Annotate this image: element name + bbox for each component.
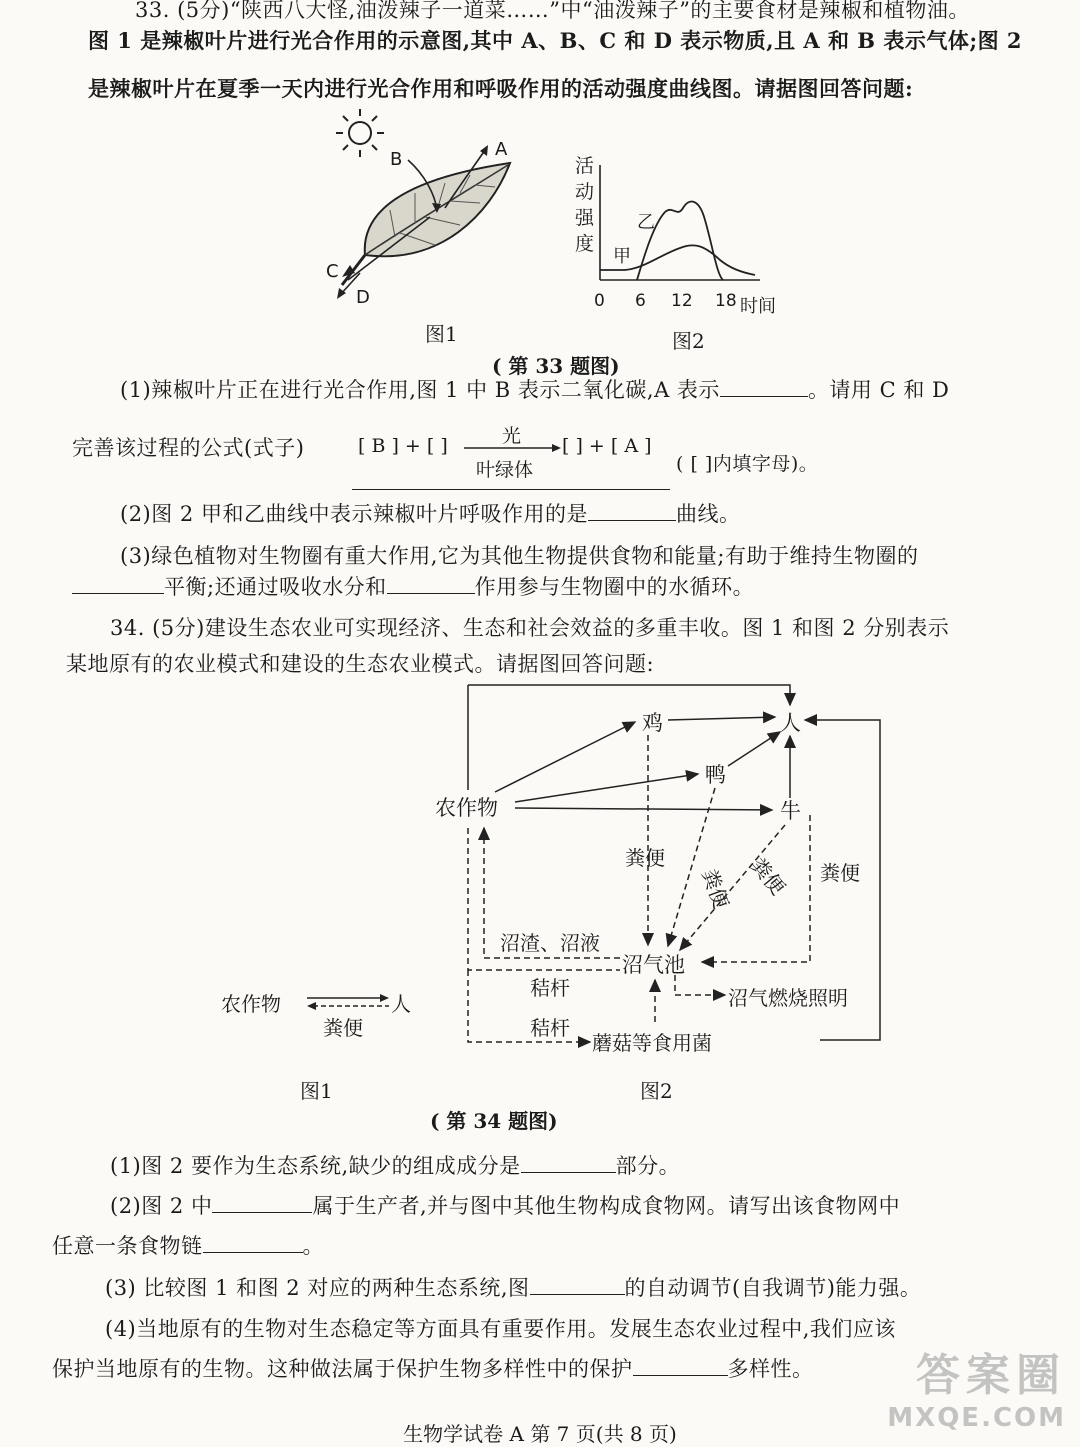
q34-sub2-line2 xyxy=(52,1230,324,1260)
label-feces-1a: 粪便 xyxy=(625,846,665,870)
q34-sub4-line2 xyxy=(52,1353,814,1383)
label-straw-1: 秸杆 xyxy=(530,976,570,1000)
q33-sub1-text-b: 。请用 C 和 D xyxy=(807,378,950,402)
q33-figure1-leaf-diagram xyxy=(320,105,530,320)
fig1-feces: 粪便 xyxy=(323,1016,363,1040)
label-straw-2: 秸杆 xyxy=(530,1016,570,1040)
x-axis-label: 时间 xyxy=(740,296,776,317)
q34-figure1-diagram xyxy=(215,985,425,1045)
q33-intro-line2: 图 1 是辣椒叶片进行光合作用的示意图,其中 A、B、C 和 D 表示物质,且 A 和 B 表示气体;图 2 xyxy=(88,28,1023,53)
label-a: A xyxy=(495,139,508,160)
y-label-char-3: 强 xyxy=(575,207,595,229)
fig1-person: 人 xyxy=(391,992,411,1016)
node-cow: 牛 xyxy=(780,799,801,823)
label-feces-3: 粪便 xyxy=(745,853,791,900)
label-d: D xyxy=(356,287,370,308)
sun-icon xyxy=(336,109,384,157)
curve-yi-label: 乙 xyxy=(637,212,655,233)
watermark-top: 答案圈 xyxy=(916,1350,1066,1401)
q33-blank-effect[interactable] xyxy=(387,572,475,594)
node-person: 人 xyxy=(780,711,801,735)
q34-sub1 xyxy=(110,1150,680,1180)
node-crop: 农作物 xyxy=(435,796,498,820)
q33-sub3-text-b: 平衡;还通过吸收水分和 xyxy=(164,575,387,599)
q33-sub3-line1: (3)绿色植物对生物圈有重大作用,它为其他生物提供食物和能量;有助于维持生物圈的 xyxy=(120,544,919,568)
q33-formula xyxy=(352,423,670,493)
q33-fig2-caption: 图2 xyxy=(672,329,705,353)
label-residue: 沼渣、沼液 xyxy=(500,931,600,955)
y-label-char-2: 动 xyxy=(575,181,595,203)
q33-blank-balance[interactable] xyxy=(72,572,164,594)
fig1-crop: 农作物 xyxy=(221,992,281,1016)
x-tick-0: 0 xyxy=(594,291,605,311)
node-mushroom: 蘑菇等食用菌 xyxy=(592,1031,712,1055)
formula-chlorophyll: 叶绿体 xyxy=(476,459,534,481)
q33-figure2-activity-chart xyxy=(565,150,795,325)
q33-sub3-text-c: 作用参与生物圈中的水循环。 xyxy=(474,575,755,599)
q33-sub3-line2 xyxy=(72,571,754,601)
q34-sub1-text-a: (1)图 2 要作为生态系统,缺少的组成成分是 xyxy=(110,1154,521,1178)
q33-intro-line3: 是辣椒叶片在夏季一天内进行光合作用和呼吸作用的活动强度曲线图。请据图回答问题: xyxy=(88,76,914,101)
q34-blank-diversity[interactable] xyxy=(633,1354,728,1376)
x-tick-12: 12 xyxy=(671,291,693,311)
x-tick-18: 18 xyxy=(715,291,737,311)
q33-sub1-text-a: (1)辣椒叶片正在进行光合作用,图 1 中 B 表示二氧化碳,A 表示 xyxy=(120,378,720,402)
watermark-logo xyxy=(887,1339,1066,1433)
node-lighting: 沼气燃烧照明 xyxy=(728,986,848,1010)
q34-blank-food-chain[interactable] xyxy=(203,1231,303,1253)
q34-sub3-text-a: (3) 比较图 1 和图 2 对应的两种生态系统,图 xyxy=(105,1276,530,1300)
label-b: B xyxy=(390,149,403,170)
q33-intro-line1: 33. (5分)“陕西八大怪,油泼辣子一道菜……”中“油泼辣子”的主要食材是辣椒和植物油。 xyxy=(135,0,970,22)
formula-left[interactable]: [ B ] + [ ] xyxy=(358,435,448,457)
q34-blank-component[interactable] xyxy=(521,1151,616,1173)
q34-sub4-text-c: 多样性。 xyxy=(727,1357,814,1381)
q33-blank-a[interactable] xyxy=(720,375,808,397)
q33-sub2-text-b: 曲线。 xyxy=(675,502,741,526)
q34-fig2-caption: 图2 xyxy=(640,1079,673,1103)
q34-sub2-text-b: 属于生产者,并与图中其他生物构成食物网。请写出该食物网中 xyxy=(312,1194,901,1218)
q34-sub2-text-a: (2)图 2 中 xyxy=(110,1194,213,1218)
curve-jia-label: 甲 xyxy=(613,246,631,267)
label-feces-4: 粪便 xyxy=(820,861,860,885)
y-label-char-1: 活 xyxy=(575,155,595,177)
formula-arrow xyxy=(464,443,562,453)
y-label-char-4: 度 xyxy=(575,233,595,255)
q34-sub4-text-b: 保护当地原有的生物。这种做法属于保护生物多样性中的保护 xyxy=(52,1357,633,1381)
node-biogas: 沼气池 xyxy=(622,953,685,977)
x-tick-6: 6 xyxy=(635,291,646,311)
q34-sub2-line1 xyxy=(110,1190,900,1220)
node-duck: 鸭 xyxy=(705,763,726,787)
q34-intro-line1: 34. (5分)建设生态农业可实现经济、生态和社会效益的多重丰收。图 1 和图 2 分别表示 xyxy=(110,616,950,640)
q34-blank-producer[interactable] xyxy=(212,1191,312,1213)
q34-sub4-line1: (4)当地原有的生物对生态稳定等方面具有重要作用。发展生态农业过程中,我们应该 xyxy=(105,1317,896,1341)
q33-blank-curve[interactable] xyxy=(588,499,676,521)
formula-underline xyxy=(352,489,670,490)
q34-sub2-text-d: 。 xyxy=(302,1234,324,1258)
q34-sub1-text-b: 部分。 xyxy=(615,1154,681,1178)
q34-sub3-text-b: 的自动调节(自我调节)能力强。 xyxy=(624,1276,922,1300)
q34-sub3 xyxy=(105,1272,921,1302)
label-feces-2: 粪便 xyxy=(697,865,734,912)
node-chicken: 鸡 xyxy=(642,711,663,735)
formula-right[interactable]: [ ] + [ A ] xyxy=(562,435,652,457)
q34-sub2-text-c: 任意一条食物链 xyxy=(52,1234,203,1258)
q33-sub2 xyxy=(120,498,740,528)
q33-sub1-line2: 完善该过程的公式(式子) xyxy=(72,436,305,460)
q33-fig1-caption: 图1 xyxy=(425,322,458,346)
page-footer: 生物学试卷 A 第 7 页(共 8 页) xyxy=(403,1422,677,1446)
label-c: C xyxy=(326,261,339,282)
q33-group-caption: ( 第 33 题图) xyxy=(492,354,620,378)
q34-intro-line2: 某地原有的农业模式和建设的生态农业模式。请据图回答问题: xyxy=(66,652,655,676)
q34-fig1-caption: 图1 xyxy=(300,1079,333,1103)
formula-light: 光 xyxy=(502,425,522,447)
formula-note: ( [ ]内填字母)。 xyxy=(676,453,819,475)
q33-sub1-line1 xyxy=(120,374,949,404)
watermark-bottom: MXQE.COM xyxy=(887,1403,1066,1433)
q34-group-caption: ( 第 34 题图) xyxy=(430,1109,558,1133)
q34-figure2-diagram xyxy=(420,670,900,1060)
q34-blank-figure[interactable] xyxy=(530,1273,625,1295)
q33-sub2-text-a: (2)图 2 甲和乙曲线中表示辣椒叶片呼吸作用的是 xyxy=(120,502,588,526)
